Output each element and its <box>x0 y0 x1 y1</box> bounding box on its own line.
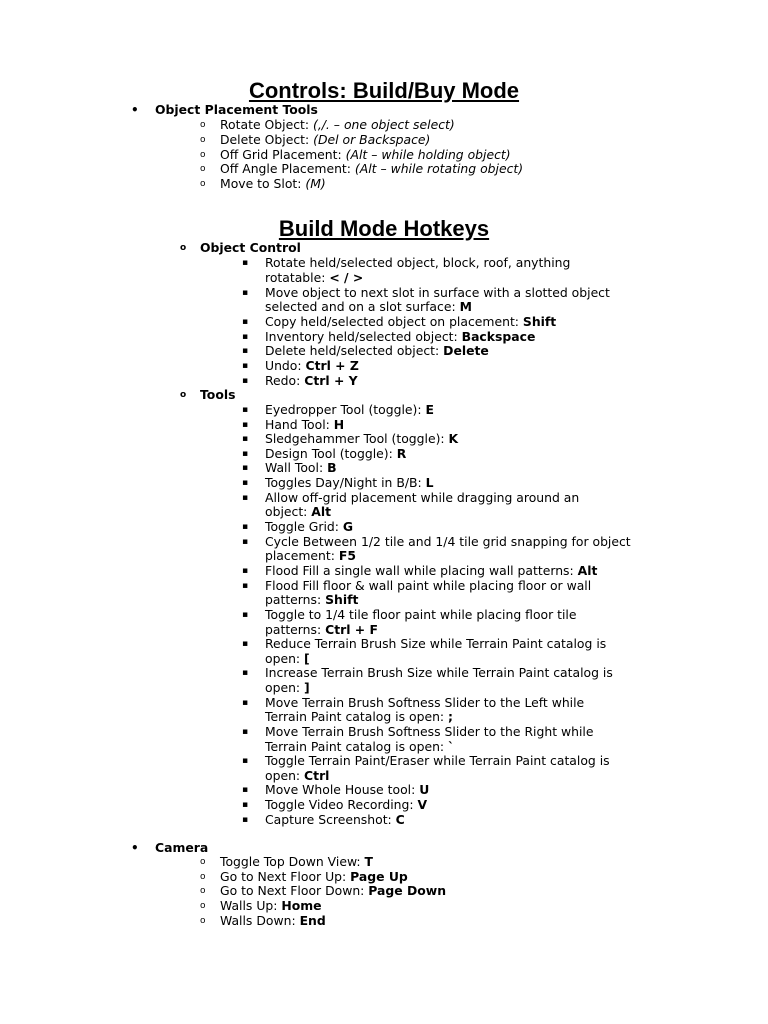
list-item: ▪ Reduce Terrain Brush Size while Terrain Paint catalog is <box>265 637 606 652</box>
list-item: ▪ Inventory held/selected object: Backspace <box>265 330 535 345</box>
list-item: ▪ Cycle Between 1/2 tile and 1/4 tile grid snapping for object <box>265 535 631 550</box>
list-item: ▪ Hand Tool: H <box>265 418 344 433</box>
section-title-build-mode-hotkeys: Build Mode Hotkeys <box>278 216 490 241</box>
list-item-continuation: open: ] <box>265 680 310 695</box>
list-item: ▪ Eyedropper Tool (toggle): E <box>265 403 434 418</box>
section-heading-camera: • Camera <box>155 841 208 856</box>
list-item: ▪ Toggle to 1/4 tile floor paint while placing floor tile <box>265 608 577 623</box>
list-item: ▪ Redo: Ctrl + Y <box>265 374 358 389</box>
section-heading-object-placement-tools: • Object Placement Tools <box>155 103 318 118</box>
list-item-continuation: Terrain Paint catalog is open: ` <box>265 739 455 754</box>
list-item: ▪ Rotate held/selected object, block, roof, anything <box>265 256 570 271</box>
list-item: ▪ Flood Fill floor & wall paint while placing floor or wall <box>265 579 591 594</box>
list-item: o Delete Object: (Del or Backspace) <box>220 133 430 148</box>
list-item: ▪ Toggles Day/Night in B/B: L <box>265 476 434 491</box>
list-item: o Move to Slot: (M) <box>220 177 326 192</box>
list-item: ▪ Move object to next slot in surface with a slotted object <box>265 286 610 301</box>
list-item: ▪ Toggle Video Recording: V <box>265 798 427 813</box>
list-item-continuation: object: Alt <box>265 504 332 519</box>
list-item: o Walls Down: End <box>220 914 326 929</box>
list-item: ▪ Increase Terrain Brush Size while Terrain Paint catalog is <box>265 666 613 681</box>
subsection-heading-object-control: o Object Control <box>200 241 301 256</box>
list-item: ▪ Allow off-grid placement while dragging around an <box>265 491 579 506</box>
list-item-continuation: open: [ <box>265 651 310 666</box>
list-item: ▪ Toggle Terrain Paint/Eraser while Terrain Paint catalog is <box>265 754 610 769</box>
list-item: ▪ Move Terrain Brush Softness Slider to the Right while <box>265 725 594 740</box>
list-item: ▪ Undo: Ctrl + Z <box>265 359 359 374</box>
list-item-continuation: patterns: Shift <box>265 592 359 607</box>
list-item: o Walls Up: Home <box>220 899 322 914</box>
list-item: o Off Grid Placement: (Alt – while holding object) <box>220 148 511 163</box>
list-item-continuation: patterns: Ctrl + F <box>265 622 378 637</box>
list-item: ▪ Copy held/selected object on placement: Shift <box>265 315 556 330</box>
subsection-heading-tools: o Tools <box>200 388 235 403</box>
list-item: ▪ Toggle Grid: G <box>265 520 353 535</box>
list-item: ▪ Wall Tool: B <box>265 461 337 476</box>
list-item: ▪ Move Terrain Brush Softness Slider to the Left while <box>265 696 584 711</box>
list-item-continuation: rotatable: < / > <box>265 270 364 285</box>
list-item: o Off Angle Placement: (Alt – while rotating object) <box>220 162 523 177</box>
list-item: o Toggle Top Down View: T <box>220 855 373 870</box>
list-item-continuation: open: Ctrl <box>265 768 330 783</box>
list-item: o Rotate Object: (,/. – one object select) <box>220 118 455 133</box>
list-item: ▪ Capture Screenshot: C <box>265 813 405 828</box>
list-item: ▪ Design Tool (toggle): R <box>265 447 406 462</box>
list-item: o Go to Next Floor Up: Page Up <box>220 870 408 885</box>
list-item: ▪ Sledgehammer Tool (toggle): K <box>265 432 458 447</box>
list-item: ▪ Move Whole House tool: U <box>265 783 429 798</box>
list-item-continuation: placement: F5 <box>265 548 356 563</box>
list-item-continuation: Terrain Paint catalog is open: ; <box>265 709 454 724</box>
list-item: o Go to Next Floor Down: Page Down <box>220 884 446 899</box>
list-item: ▪ Flood Fill a single wall while placing wall patterns: Alt <box>265 564 597 579</box>
page-title: Controls: Build/Buy Mode <box>248 78 520 103</box>
list-item-continuation: selected and on a slot surface: M <box>265 299 472 314</box>
list-item: ▪ Delete held/selected object: Delete <box>265 344 489 359</box>
